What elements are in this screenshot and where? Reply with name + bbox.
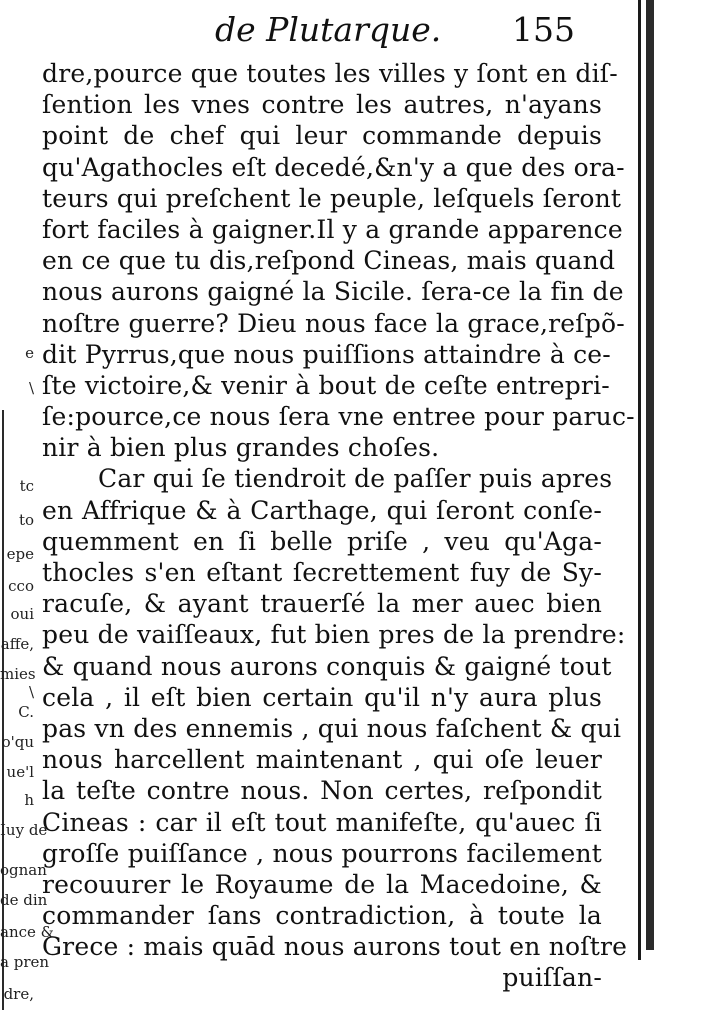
margin-fragment: ognan	[0, 861, 47, 879]
text-line: noſtre guerre? Dieu nous face la grace,reſpõ-	[42, 308, 625, 338]
margin-fragment: \	[28, 683, 34, 701]
margin-fragment: tc	[19, 477, 34, 495]
text-line: nous aurons gaigné la Sicile. ſera-ce la fin de	[42, 277, 624, 307]
text-line: dit Pyrrus,que nous puiſſions attaindre à ce-	[42, 339, 611, 369]
binding-edge-line	[638, 0, 641, 960]
binding-edge-shadow	[646, 0, 654, 950]
text-line: ſe:pource,ce nous ſera vne entree pour paruc-	[42, 402, 635, 432]
text-line: Car qui ſe tiendroit de paſſer puis apres	[98, 464, 613, 494]
margin-fragment: cco	[8, 577, 34, 595]
facing-page-edge	[0, 0, 55, 1029]
margin-fragment: C.	[18, 703, 34, 721]
text-line: nir à bien plus grandes choſes.	[42, 433, 440, 463]
margin-fragment: ue'l	[6, 763, 34, 781]
margin-fragment: to	[18, 511, 34, 529]
text-line: pas vn des ennemis , qui nous faſchent & qui	[42, 713, 622, 743]
margin-fragment: affe,	[0, 635, 34, 653]
text-line: ſention les vnes contre les autres, n'ayans	[42, 90, 602, 120]
text-line: ſte victoire,& venir à bout de ceſte entrepri-	[42, 370, 610, 400]
margin-fragment: mies	[0, 665, 36, 683]
margin-fragment: e	[25, 344, 34, 362]
text-line: Cineas : car il eſt tout manifeſte, qu'auec ſi	[42, 807, 602, 837]
text-line: & quand nous aurons conquis & gaigné tout	[42, 651, 612, 681]
text-line: qu'Agathocles eſt decedé,&n'y a que des ora-	[42, 152, 625, 182]
catchword: puiſſan-	[502, 963, 602, 993]
margin-fragment: \	[28, 379, 34, 397]
text-line: en ce que tu dis,reſpond Cineas, mais quand	[42, 246, 616, 276]
text-line: nous harcellent maintenant , qui oſe leuer	[42, 745, 602, 775]
body-text	[42, 58, 635, 994]
text-line: racuſe, & ayant trauerſé la mer auec bien	[42, 589, 602, 619]
text-line: cela , il eſt bien certain qu'il n'y aura plus	[42, 682, 602, 712]
text-line: thocles s'en eſtant ſecrettement fuy de Sy-	[42, 558, 602, 587]
margin-fragment: oui	[10, 605, 34, 623]
text-line: Grece : mais quād nous aurons tout en noſtre	[42, 932, 628, 962]
margin-fragment: o'qu	[1, 733, 34, 751]
text-line: fort faciles à gaigner.Il y a grande apparence	[42, 214, 623, 244]
text-line: quemment en ſi belle priſe , veu qu'Aga-	[42, 526, 602, 556]
margin-fragment: ance &	[0, 923, 55, 941]
text-line: recouurer le Royaume de la Macedoine, &	[42, 869, 602, 899]
text-line: point de chef qui leur commande depuis	[42, 121, 602, 151]
page-number: 155	[512, 10, 575, 49]
text-line: teurs qui preſchent le peuple, leſquels ſeront	[42, 183, 622, 213]
margin-fragment: Iuy de	[0, 821, 48, 839]
text-line: en Affrique & à Carthage, qui ſeront conſe-	[42, 495, 602, 525]
margin-fragment: dre,	[3, 985, 34, 1003]
text-line: la teſte contre nous. Non certes, reſpondit	[42, 776, 602, 806]
text-line: dre,pource que toutes les villes y ſont en diſ-	[42, 59, 618, 88]
text-line: peu de vaiſſeaux, fut bien pres de la prendre:	[42, 620, 626, 650]
margin-fragment: a pren	[0, 953, 50, 971]
text-line: commander ſans contradiction, à toute la	[42, 901, 602, 931]
margin-fragment: epe	[6, 545, 34, 563]
running-head: de Plutarque.	[215, 10, 442, 49]
text-line: groſſe puiſſance , nous pourrons facilement	[42, 838, 602, 868]
margin-fragment: h	[24, 791, 34, 809]
margin-fragment: de din	[0, 891, 48, 909]
